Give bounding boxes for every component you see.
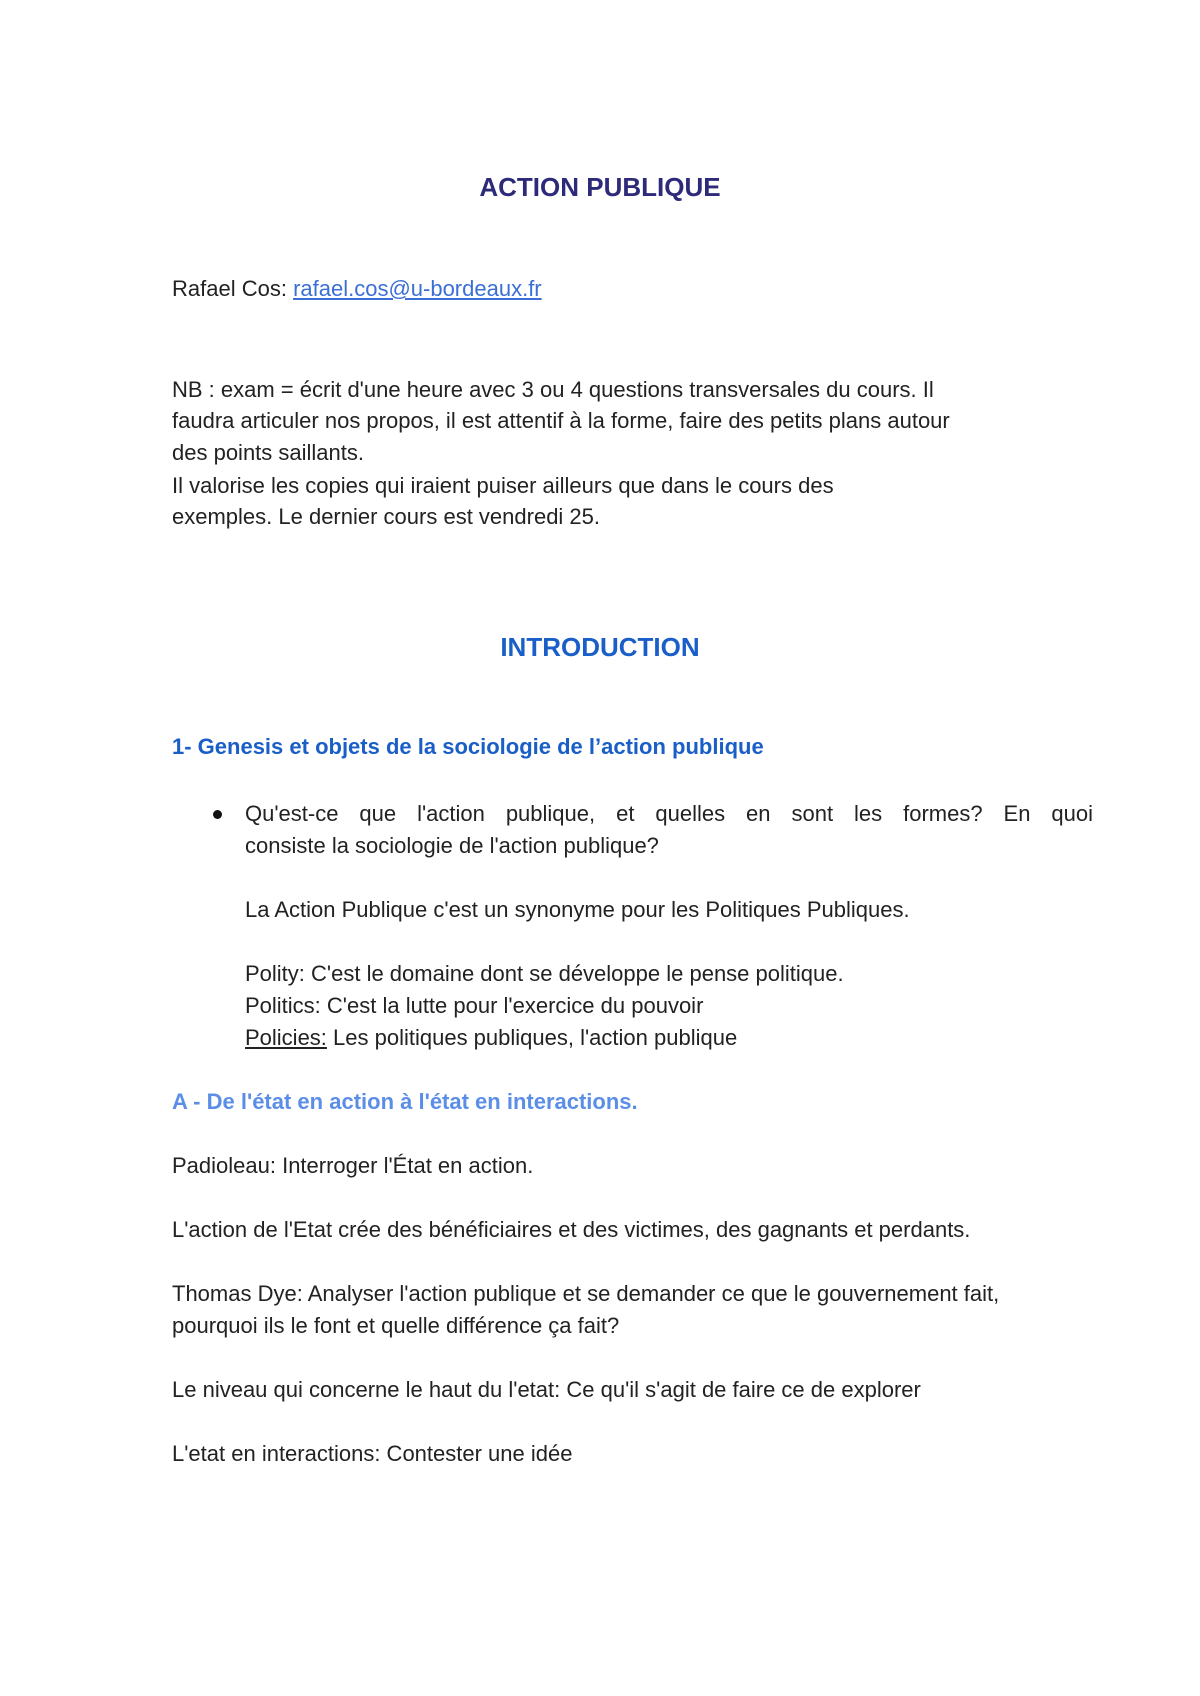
nb-line-5: exemples. Le dernier cours est vendredi 25. xyxy=(172,504,601,529)
policies-text: Les politiques publiques, l'action publique xyxy=(326,1025,738,1050)
action-publique-definition: La Action Publique c'est un synonyme pour les Politiques Publiques. xyxy=(245,897,910,922)
author-line xyxy=(172,274,542,304)
author-email-link[interactable]: rafael.cos@u-bordeaux.fr xyxy=(293,276,542,301)
document-title: ACTION PUBLIQUE xyxy=(479,172,721,202)
nb-line-2: faudra articuler nos propos, il est attentif à la forme, faire des petits plans autour xyxy=(172,408,950,433)
nb-line-4: Il valorise les copies qui iraient puiser ailleurs que dans le cours des xyxy=(172,473,834,498)
nb-line-1: NB : exam = écrit d'une heure avec 3 ou 4 questions transversales du cours. Il xyxy=(172,377,934,402)
bullet-line-1 xyxy=(245,799,1093,829)
nb-line-3: des points saillants. xyxy=(172,440,364,465)
section-1-heading: 1- Genesis et objets de la sociologie de l’action publique xyxy=(172,734,764,759)
section-a-heading: A - De l'état en action à l'état en interactions. xyxy=(172,1089,638,1114)
paragraph-dye-line-1: Thomas Dye: Analyser l'action publique et se demander ce que le gouvernement fait, xyxy=(172,1281,1000,1306)
politics-definition: Politics: C'est la lutte pour l'exercice du pouvoir xyxy=(245,993,704,1018)
paragraph-dye-line-2: pourquoi ils le font et quelle différence ça fait? xyxy=(172,1313,620,1338)
bullet-line-2: consiste la sociologie de l'action publique? xyxy=(245,833,659,858)
paragraph-beneficiaires: L'action de l'Etat crée des bénéficiaires et des victimes, des gagnants et perdants. xyxy=(172,1217,971,1242)
policies-definition xyxy=(245,1023,737,1053)
bullet-dot xyxy=(213,810,222,819)
polity-definition: Polity: C'est le domaine dont se développe le pense politique. xyxy=(245,961,844,986)
author-label: Rafael Cos: xyxy=(172,276,294,301)
paragraph-interactions: L'etat en interactions: Contester une idée xyxy=(172,1441,573,1466)
paragraph-padioleau: Padioleau: Interroger l'État en action. xyxy=(172,1153,534,1178)
intro-title: INTRODUCTION xyxy=(500,632,700,662)
policies-label: Policies: xyxy=(245,1025,327,1050)
bullet-line-1-text: Qu'est-ce que l'action publique, et quelles en sont les formes? En quoi xyxy=(245,801,1093,826)
paragraph-niveau: Le niveau qui concerne le haut du l'etat: Ce qu'il s'agit de faire ce de explorer xyxy=(172,1377,921,1402)
